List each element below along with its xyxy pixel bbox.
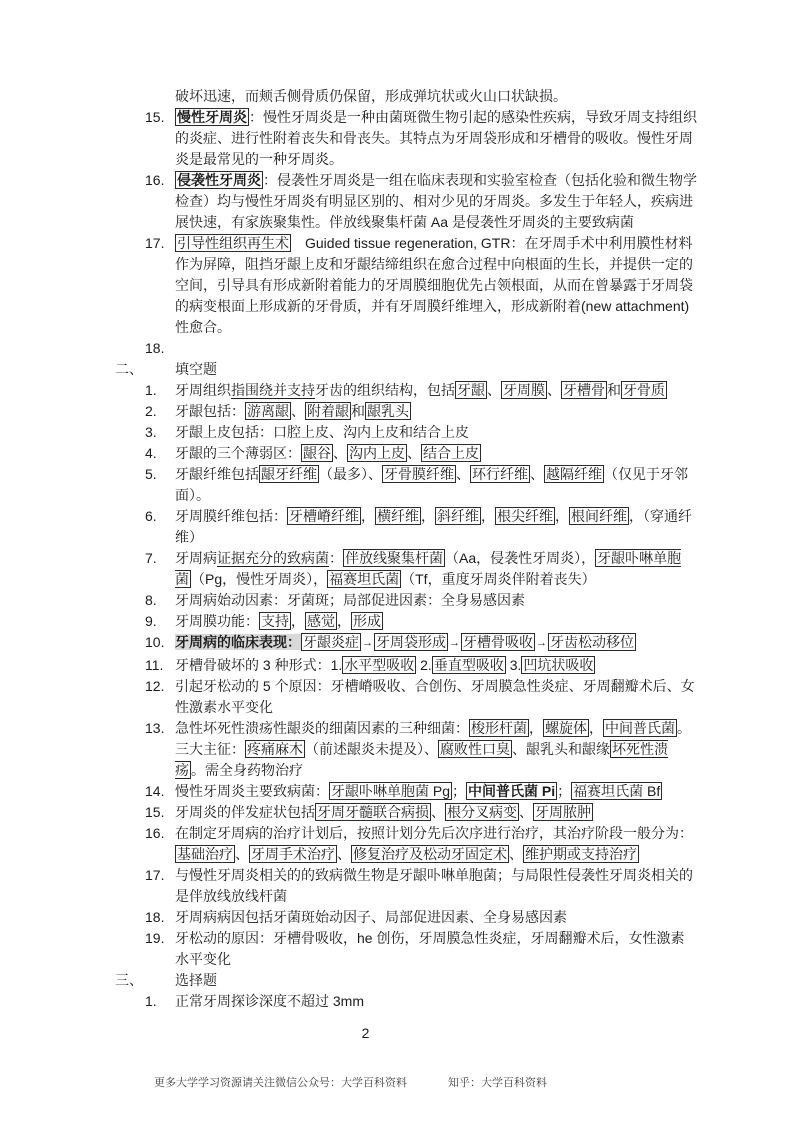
text-segment: 、	[456, 466, 470, 482]
page-number: 2	[361, 1025, 370, 1041]
blank-answer-box: 附着龈	[307, 403, 349, 419]
arrow-icon: →	[362, 637, 373, 649]
blank-answer-box: 牙骨膜纤维	[384, 466, 454, 482]
item-text	[175, 233, 697, 338]
item-text	[175, 590, 697, 611]
item-number: 5.	[145, 466, 157, 482]
blank-answer-box: 中间普氏菌	[605, 720, 675, 736]
text-segment: 牙周病	[175, 550, 217, 566]
blank-answer-box: 横纤维	[377, 508, 419, 524]
text-segment: 牙周病的临床表现：	[175, 634, 301, 650]
item-number: 11.	[145, 657, 164, 673]
list-item	[0, 590, 793, 611]
text-segment: 、	[509, 846, 523, 862]
text-segment: 牙龈包括：	[175, 403, 245, 419]
blank-answer-box: 游离龈	[247, 403, 289, 419]
text-segment: 、	[519, 804, 533, 820]
list-item	[0, 170, 793, 233]
blank-answer-box: 根间纤维	[571, 508, 627, 524]
item-number: 15.	[145, 109, 165, 125]
text-segment: 。需全身药物治疗	[191, 762, 303, 778]
definition-list	[0, 107, 793, 359]
text-segment: 和	[351, 403, 365, 419]
item-number: 10.	[145, 634, 165, 650]
text-segment: 牙松动的原因：牙槽骨吸收，he 创伤，牙周膜急性炎症，牙周翻瓣术后，女性激素水平变化	[175, 930, 685, 967]
list-item	[0, 443, 793, 464]
blank-answer-box: 坏死性溃疡	[175, 741, 668, 778]
section-fill-blanks	[0, 359, 793, 380]
item-text	[175, 991, 697, 1012]
blank-answer-box: 疼痛麻木	[247, 741, 303, 757]
text-segment: 牙龈的三个薄弱区：	[175, 445, 301, 461]
text-segment: （前述龈炎未提及）、	[305, 741, 438, 757]
blank-answer-box: 牙齿松动移位	[550, 634, 634, 650]
text-segment: 牙周膜纤维包括：	[175, 508, 287, 524]
text-segment: 、	[487, 382, 501, 398]
item-text	[175, 781, 697, 802]
blank-answer-box: 感觉	[307, 613, 335, 629]
section-choice	[0, 970, 793, 991]
list-item	[0, 338, 793, 359]
text-segment: 牙龈纤维包括	[175, 466, 259, 482]
footer-zhihu-note: 知乎：大学百科资料	[448, 1077, 548, 1089]
blank-answer-box: 牙槽骨吸收	[463, 634, 533, 650]
text-segment: 牙齿的组织结构，包括	[315, 382, 455, 398]
blank-answer-box: 根分叉病变	[447, 804, 517, 820]
item-number: 1.	[145, 382, 157, 398]
choice-list	[0, 991, 793, 1012]
text-segment: 指围绕并支持	[231, 382, 315, 398]
list-item	[0, 107, 793, 170]
text-segment: 3.	[505, 657, 522, 673]
blank-answer-box: 沟内上皮	[349, 445, 405, 461]
item-number: 18.	[145, 909, 165, 925]
text-segment: 、	[431, 804, 445, 820]
text-segment: 牙周膜功能：	[175, 613, 259, 629]
blank-answer-box: 修复治疗及松动牙固定术	[353, 846, 507, 862]
item-text	[175, 928, 697, 970]
list-item	[0, 233, 793, 338]
item-number: 4.	[145, 445, 157, 461]
item-number: 2.	[145, 403, 157, 419]
blank-answer-box: 根尖纤维	[497, 508, 553, 524]
item-text	[175, 865, 697, 907]
item-text	[175, 401, 697, 422]
blank-answer-box: 越隔纤维	[546, 466, 602, 482]
text-segment: 、	[333, 445, 347, 461]
text-segment: （Aa，侵袭性牙周炎），	[445, 550, 596, 566]
item-text	[175, 632, 697, 655]
text-segment: 和	[607, 382, 621, 398]
list-item	[0, 401, 793, 422]
text-segment: 、	[291, 403, 305, 419]
text-segment: ：慢性牙周炎是一种由菌斑微生物引起的感染性疾病，导致牙周支持组织的炎症、进行性附着丧失和骨丧失。其特点为牙周袋形成和牙槽骨的吸收。慢性牙周炎是最常见的一种牙周炎。	[175, 109, 697, 167]
text-segment: ，	[291, 613, 305, 629]
item-number: 13.	[145, 720, 165, 736]
item-number: 3.	[145, 424, 157, 440]
document-content	[0, 86, 793, 1012]
list-item	[0, 802, 793, 823]
blank-answer-box: 牙周脓肿	[535, 804, 591, 820]
text-segment: 在制定牙周病的治疗计划后，按照计划分先后次序进行治疗，其治疗阶段一般分为：	[175, 825, 693, 841]
text-segment: 急性坏死性溃疡性龈炎的细菌因素的三种细菌：	[175, 720, 469, 736]
section-title: 填空题	[175, 361, 217, 377]
item-number: 16.	[145, 825, 165, 841]
text-segment: ，	[481, 508, 495, 524]
list-item	[0, 865, 793, 907]
blank-answer-box: 伴放线聚集杆菌	[345, 550, 443, 566]
arrow-icon: →	[536, 637, 547, 649]
text-segment: 慢性牙周炎主要致病菌：	[175, 783, 329, 799]
text-segment: ，	[555, 508, 569, 524]
text-segment: ，（穿通纤维）	[175, 508, 692, 545]
text-segment: ，	[589, 720, 603, 736]
item-text	[175, 170, 697, 233]
blank-answer-box: 斜纤维	[437, 508, 479, 524]
item-text	[175, 443, 697, 464]
blank-answer-box: 垂直型吸收	[433, 657, 504, 673]
item-number: 14.	[145, 783, 165, 799]
item-number: 6.	[145, 508, 157, 524]
text-segment: （最多）、	[319, 466, 382, 482]
text-segment: 、龈乳头和龈缘	[512, 741, 610, 757]
item-number: 1.	[145, 993, 157, 1009]
text-segment: 牙周炎的伴发症状包括	[175, 804, 315, 820]
list-item	[0, 928, 793, 970]
section-marker: 二、	[115, 361, 143, 377]
list-item	[0, 464, 793, 506]
item-text	[175, 823, 697, 865]
item-text	[175, 718, 697, 781]
text-segment: ：侵袭性牙周炎是一组在临床表现和实验室检查（包括化验和微生物学检查）均与慢性牙周炎有明显区别的、相对少见的牙周炎。多发生于年轻人，疾病进展快速，有家族聚集性。伴放线聚集杆菌 Aa 是侵袭性牙周炎的主要致病菌	[175, 172, 697, 230]
text-segment: 引起牙松动的 5 个原因：牙槽嵴吸收、合创伤、牙周膜急性炎症、牙周翻瓣术后、女性激素水平变化	[175, 678, 695, 715]
list-item	[0, 611, 793, 632]
fill-blank-list	[0, 380, 793, 970]
list-item	[0, 676, 793, 718]
item-number: 19.	[145, 930, 165, 946]
item-number: 12.	[145, 678, 165, 694]
item-text	[175, 422, 697, 443]
list-item	[0, 907, 793, 928]
item-number: 7.	[145, 550, 157, 566]
item-text	[175, 676, 697, 718]
blank-answer-box: 牙周手术治疗	[251, 846, 335, 862]
blank-answer-box: 牙槽嵴纤维	[289, 508, 359, 524]
blank-answer-box: 福赛坦氏菌 Bf	[573, 783, 661, 799]
blank-answer-box: 螺旋体	[545, 720, 587, 736]
item-number: 18.	[145, 340, 165, 356]
item-number: 17.	[145, 235, 165, 251]
text-segment: ：	[329, 550, 343, 566]
item-text	[175, 611, 697, 632]
text-segment: 、	[235, 846, 249, 862]
text-segment: 、	[547, 382, 561, 398]
list-item	[0, 422, 793, 443]
item-number: 16.	[145, 172, 165, 188]
blank-answer-box: 牙骨质	[623, 382, 665, 398]
list-item	[0, 506, 793, 548]
text-segment: （Tf，重度牙周炎伴附着丧失）	[401, 571, 596, 587]
text-segment: 、	[337, 846, 351, 862]
blank-answer-box: 维护期或支持治疗	[525, 846, 637, 862]
text-segment: 、	[530, 466, 544, 482]
arrow-icon: →	[449, 637, 460, 649]
text-segment: ，	[337, 613, 351, 629]
text-segment: 。三大主征：	[175, 720, 691, 757]
blank-answer-box: 牙周牙髓联合病损	[317, 804, 429, 820]
text-segment: ，	[421, 508, 435, 524]
footer	[0, 1073, 747, 1094]
section-title: 选择题	[175, 972, 217, 988]
item-number: 17.	[145, 867, 165, 883]
paragraph-continuation: 破坏迅速，而颊舌侧骨质仍保留，形成弹坑状或火山口状缺损。	[175, 88, 567, 104]
footer-wechat-note: 更多大学学习资源请关注微信公众号：大学百科资料	[153, 1077, 407, 1089]
text-segment: 牙槽骨破坏的 3 种形式：1.	[175, 657, 343, 673]
item-text	[175, 655, 697, 676]
text-segment: ，	[529, 720, 543, 736]
blank-answer-box: 引导性组织再生术	[177, 235, 289, 251]
blank-answer-box: 牙龈卟啉单胞菌 Pg	[331, 783, 451, 799]
blank-answer-box: 口臭	[482, 741, 510, 757]
item-number: 8.	[145, 592, 157, 608]
blank-answer-box: 牙龈卟啉单胞菌	[175, 550, 682, 587]
blank-answer-box: 牙龈	[457, 382, 485, 398]
item-text	[175, 802, 697, 823]
item-number: 9.	[145, 613, 157, 629]
item-text	[175, 380, 697, 401]
blank-answer-box: 龈牙纤维	[261, 466, 317, 482]
list-item	[0, 548, 793, 590]
blank-answer-box: 结合上皮	[423, 445, 479, 461]
text-segment: （仅见于牙邻面）。	[175, 466, 688, 503]
blank-answer-box: 牙槽骨	[563, 382, 605, 398]
blank-answer-box: 环行纤维	[472, 466, 528, 482]
text-segment: 牙周组织	[175, 382, 231, 398]
item-text	[175, 907, 697, 928]
blank-answer-box: 基础治疗	[177, 846, 233, 862]
item-text	[175, 548, 697, 590]
text-segment: Guided tissue regeneration, GTR：在牙周手术中利用膜性材料作为屏障，阻挡牙龈上皮和牙龈结缔组织在愈合过程中向根面的生长，并提供一定的空间，引导具有形成新附着能力的牙周膜细胞优先占领根面，从而在曾暴露于牙周袋的病变根面上形成新的牙骨质，并有牙周膜纤维埋入，形成新附着(new attachment)性愈合。	[175, 235, 693, 335]
item-number: 15.	[145, 804, 165, 820]
blank-answer-box: 水平型吸收	[344, 657, 415, 673]
list-item	[0, 632, 793, 655]
text-segment: 正常牙周探诊深度不超过 3mm	[175, 993, 364, 1009]
blank-answer-box: 龈谷	[303, 445, 331, 461]
text-segment: 、	[407, 445, 421, 461]
section-marker: 三、	[115, 972, 143, 988]
list-item	[0, 823, 793, 865]
text-segment: ；	[452, 783, 467, 799]
list-item	[0, 991, 793, 1012]
text-segment: 与慢性牙周炎相关的的致病微生物是牙龈卟啉单胞菌；与局限性侵袭性牙周炎相关的是伴放线放线杆菌	[175, 867, 693, 904]
blank-answer-box: 福赛坦氏菌	[329, 571, 400, 587]
blank-answer-box: 梭形杆菌	[471, 720, 527, 736]
blank-answer-box: 龈乳头	[367, 403, 409, 419]
text-segment: 证据充分的致病菌	[217, 550, 329, 566]
list-item	[0, 781, 793, 802]
blank-answer-box: 支持	[261, 613, 289, 629]
blank-answer-box: 牙周膜	[503, 382, 545, 398]
blank-answer-box: 腐败性	[440, 741, 482, 757]
list-item	[0, 718, 793, 781]
blank-answer-box: 侵袭性牙周炎	[177, 172, 261, 188]
text-segment: ；	[557, 783, 572, 799]
text-segment: 牙周病始动因素：牙菌斑；局部促进因素：全身易感因素	[175, 592, 525, 608]
list-item	[0, 655, 793, 676]
list-item	[0, 380, 793, 401]
item-text	[175, 506, 697, 548]
item-text	[175, 464, 697, 506]
blank-answer-box: 牙龈炎症	[303, 634, 359, 650]
text-segment: 2.	[416, 657, 432, 673]
blank-answer-box: 慢性牙周炎	[177, 109, 247, 125]
text-segment: 牙周病病因包括牙菌斑始动因子、局部促进因素、全身易感因素	[175, 909, 567, 925]
blank-answer-box: 中间普氏菌 Pi	[468, 783, 556, 799]
text-segment: 牙龈上皮包括：口腔上皮、沟内上皮和结合上皮	[175, 424, 469, 440]
blank-answer-box: 牙周袋形成	[376, 634, 446, 650]
blank-answer-box: 形成	[353, 613, 381, 629]
text-segment: ，	[361, 508, 375, 524]
item-text	[175, 107, 697, 170]
blank-answer-box: 凹坑状吸收	[523, 657, 594, 673]
text-segment: （Pg，慢性牙周炎），	[191, 571, 328, 587]
